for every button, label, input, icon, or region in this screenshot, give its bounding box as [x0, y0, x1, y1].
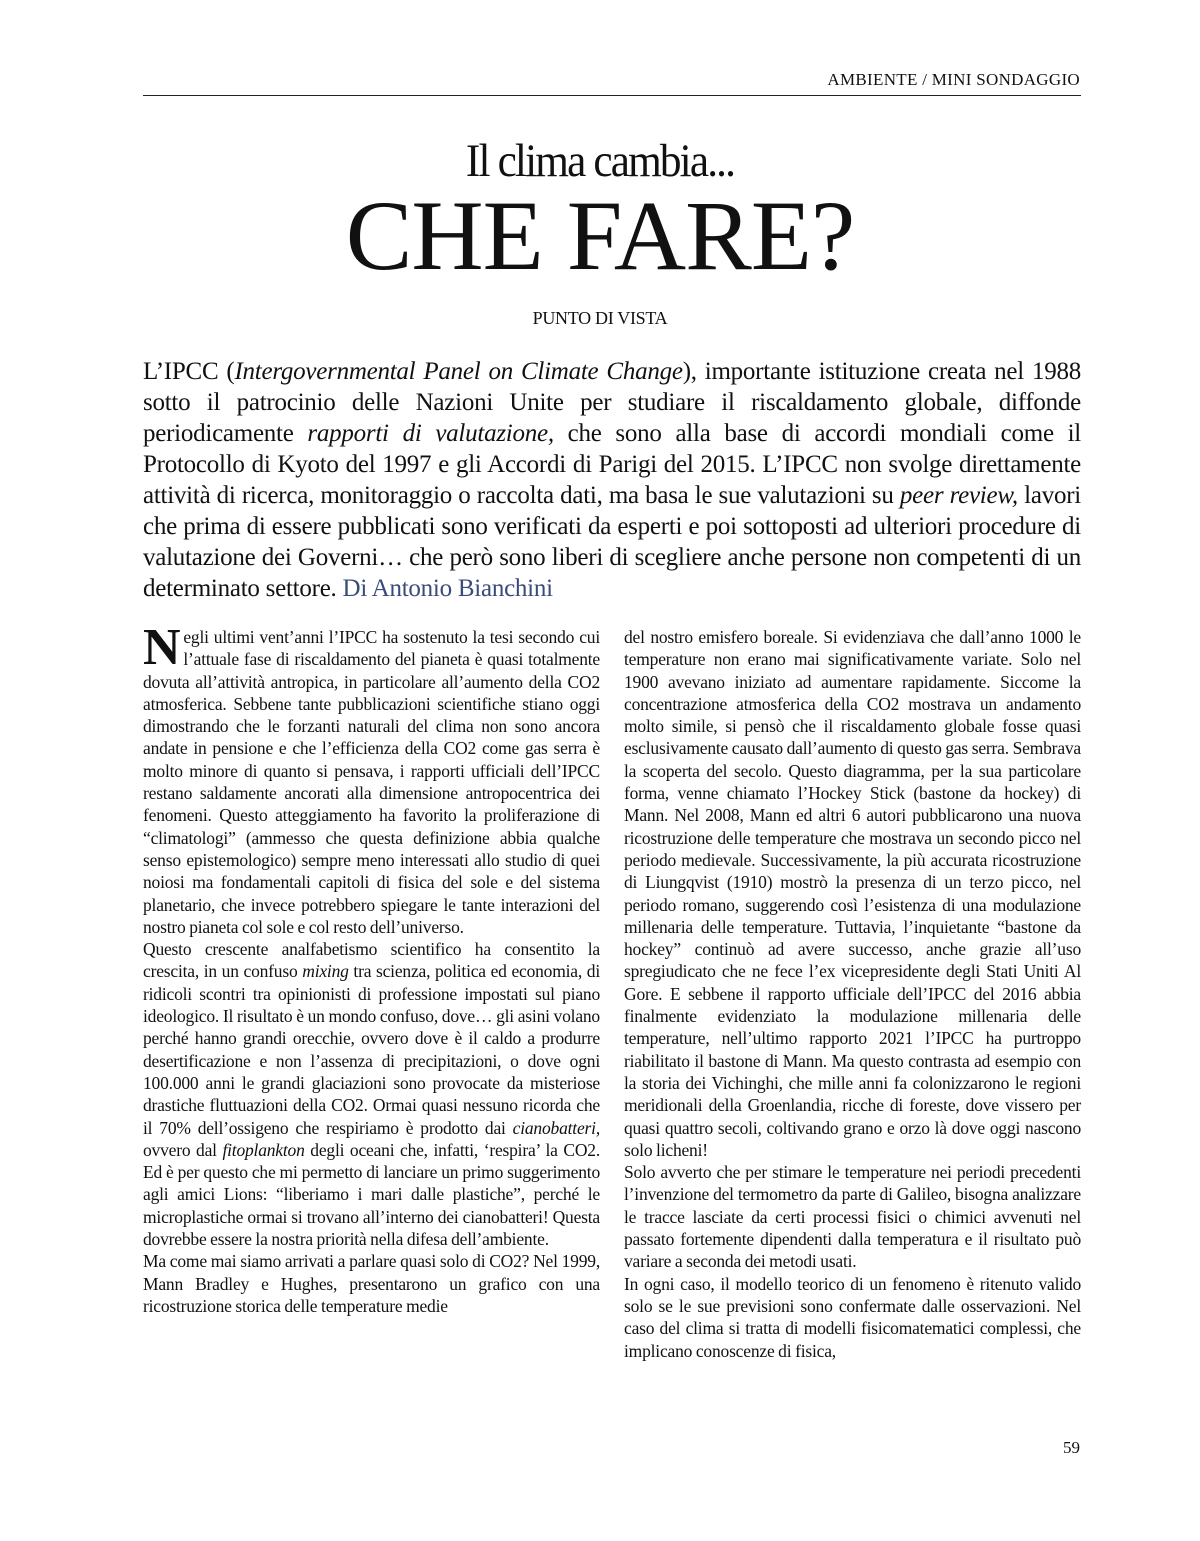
column-right	[624, 626, 1081, 1362]
italic-term: cianobatteri	[512, 1117, 596, 1138]
body-paragraph: Ma come mai siamo arrivati a parlare quasi solo di CO2? Nel 1999, Mann Bradley e Hughes, presentarono un grafico con una ricostruzione storica delle temperature medie	[143, 1251, 600, 1316]
lead-text-3: che sono alla base di accordi mondiali come il Protocollo di Kyoto del 1997 e gli Accordi di Parigi del 2015. L’IPCC non svolge direttamente attività di ricerca, monitoraggio o raccolta dati, ma basa le sue valutazioni su	[143, 420, 1081, 509]
body-paragraph	[143, 619, 600, 938]
paragraph-text: egli ultimi vent’anni l’IPCC ha sostenuto la tesi secondo cui l’attuale fase di riscaldamento del pianeta è quasi totalmente dovuta all’attività antropica, in particolare all’aumento della CO2 atmosferica. Sebbene tante pubblicazioni scientifiche stiano oggi dimostrando che le forzanti naturali del clima non sono ancora andate in pensione e che l’efficienza della CO2 come gas serra è molto minore di quanto si pensava, i rapporti ufficiali dell’IPCC restano saldamente ancorati alla dimensione antropocentrica dei fenomeni. Questo atteggiamento ha favorito la proliferazione di “climatologi” (ammesso che questa definizione abbia qualche senso epistemologico) sempre meno interessati allo studio di quei noiosi ma fondamentali capitoli di fisica del sole e del sistema planetario, che invece potrebbero spiegare le tante interazioni del nostro pianeta col sole e col resto dell’universo.	[143, 627, 600, 937]
body-paragraph: del nostro emisfero boreale. Si evidenziava che dall’anno 1000 le temperature non erano mai significativamente variate. Solo nel 1900 avevano iniziato ad aumentare rapidamente. Siccome la concentrazione atmosferica della CO2 mostrava un andamento molto simile, si pensò che il riscaldamento globale fosse quasi esclusivamente causato dall’aumento di questo gas serra. Sembrava la scoperta del secolo. Questo diagramma, per la sua particolare forma, venne chiamato l’Hockey Stick (bastone da hockey) di Mann. Nel 2008, Mann ed altri 6 autori pubblicarono una nuova ricostruzione delle temperature che mostrava un secondo picco nel periodo medievale. Successivamente, la più accurata ricostruzione di Liungqvist (1910) mostrò la presenza di un terzo picco, nel periodo romano, suggerendo così l’esistenza di una modulazione millenaria delle temperature. Tuttavia, l’inquietante “bastone da hockey” continuò ad avere successo, anche grazie all’uso spregiudicato che ne fece l’ex vicepresidente degli Stati Uniti Al Gore. E sebbene il rapporto ufficiale dell’IPCC del 2016 abbia finalmente evidenziato la modulazione millenaria delle temperature, nell’ultimo rapporto 2021 l’IPCC ha purtroppo riabilitato il bastone di Mann. Ma questo contrasta ad esempio con la storia dei Vichinghi, che mille anni fa colonizzarono le regioni meridionali della Groenlandia, ricche di foreste, dove vissero per quasi quattro secoli, coltivando grano e orzo là dove oggi nascono solo licheni!	[624, 627, 1081, 1160]
lead-text-1: L’IPCC (	[143, 358, 235, 385]
section-label: AMBIENTE / MINI SONDAGGIO	[827, 70, 1080, 89]
paragraph-text: , ovvero dal	[143, 1117, 600, 1160]
header-rule	[143, 95, 1081, 96]
paragraph-text: tra scienza, politica ed economia, di ridicoli scontri tra opinionisti di professione impostati sul piano ideologico. Il risultato è un mondo confuso, dove… gli asini volano perché hanno grandi orecchie, ovvero dove è il caldo a produrre desertificazione e non l’assenza di precipitazioni, o dove ogni 100.000 anni le grandi glaciazioni sono provocate da misteriose drastiche fluttuazioni della CO2. Ormai quasi nessuno ricorda che il 70% dell’ossigeno che respiriamo è prodotto dai	[143, 961, 600, 1138]
lead-paragraph	[143, 356, 1081, 604]
article-body	[143, 619, 1081, 1362]
paragraph-text: Questo crescente analfabetismo scientifico ha consentito la crescita, in un confuso	[143, 939, 600, 982]
page-title: CHE FARE?	[345, 180, 855, 291]
lead-text-4: lavori che prima di essere pubblicati sono verificati da esperti e poi sottoposti ad ulteriori procedure di valutazione dei Governi… che però sono liberi di scegliere anche persone non competenti di un determinato settore.	[143, 482, 1081, 602]
paragraph-text: degli oceani che, infatti, ‘respira’ la CO2. Ed è per questo che mi permetto di lanciare un primo suggerimento agli amici Lions: “liberiamo i mari dalle plastiche”, perché le microplastiche ormai si trovano all’interno dei cianobatteri! Questa dovrebbe essere la nostra priorità nella difesa dell’ambiente.	[143, 1139, 600, 1250]
title-kicker: Il clima cambia...	[465, 135, 735, 187]
lead-italic-2: rapporti di valutazione,	[307, 420, 554, 447]
subheading: PUNTO DI VISTA	[532, 308, 668, 328]
body-paragraph: In ogni caso, il modello teorico di un fenomeno è ritenuto valido solo se le sue previsioni sono confermate dalle osservazioni. Nel caso del clima si tratta di modelli fisicomatematici complessi, che implicano conoscenze di fisica,	[624, 1273, 1081, 1361]
body-paragraph: Solo avverto che per stimare le temperature nei periodi precedenti l’invenzione del termometro da parte di Galileo, bisogna analizzare le tracce lasciate da certi processi fisici o chimici avvenuti nel passato fortemente dipendenti dalla temperatura e il risultato può variare a seconda dei metodi usati.	[624, 1162, 1081, 1272]
italic-term: fitoplankton	[222, 1139, 305, 1160]
italic-term: mixing	[302, 961, 349, 982]
author-byline: Di Antonio Bianchini	[342, 575, 553, 602]
lead-italic-3: peer review,	[899, 482, 1018, 509]
drop-cap: N	[143, 619, 181, 676]
body-paragraph	[143, 938, 600, 1250]
page-number: 59	[1063, 1438, 1080, 1457]
lead-text-2: ), importante istituzione creata nel 1988 sotto il patrocinio delle Nazioni Unite per studiare il riscaldamento globale, diffonde periodicamente	[143, 358, 1081, 447]
column-left	[143, 619, 600, 1362]
lead-italic-1: Intergovernmental Panel on Climate Change	[234, 358, 683, 385]
